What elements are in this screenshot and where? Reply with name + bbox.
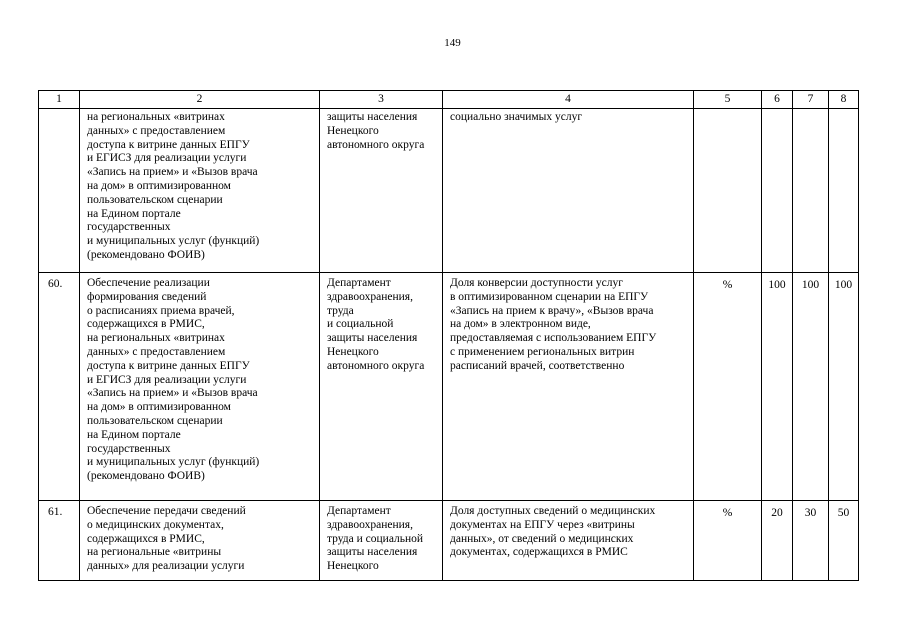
executor-text: Департамент здравоохранения, труда и социальной защиты населения Ненецкого: [327, 505, 424, 573]
unit-cell: [694, 109, 762, 273]
unit-text: %: [722, 279, 733, 291]
row-number: [39, 109, 79, 114]
value-text: 100: [801, 279, 820, 291]
value-text: [829, 109, 858, 111]
row-number-cell: [39, 501, 80, 581]
value-cell: [762, 501, 793, 581]
document-table: [38, 90, 859, 581]
table-row: [39, 501, 859, 581]
row-number-cell: [39, 273, 80, 501]
measure-cell: [80, 501, 320, 581]
indicator-text: социально значимых услуг: [450, 111, 583, 123]
page-number: 149: [444, 37, 461, 49]
value-text: 50: [837, 507, 850, 519]
measure-text: на региональных «витринах данных» с предоставлением доступа к витрине данных ЕПГУ и ЕГИСЗ для реализации услуги «Запись на прием» и «Вызов врача на дом» в оптимизированном пользовательском сценарии на Едином портале государственных и муниципальных услуг (функций) (рекомендовано ФОИВ): [87, 111, 260, 261]
row-number-cell: [39, 109, 80, 273]
unit-cell: [694, 501, 762, 581]
value-text: 100: [768, 279, 786, 291]
header-cell: 1: [39, 91, 80, 109]
value-cell: [762, 273, 793, 501]
unit-text: [694, 109, 761, 111]
measure-text: Обеспечение реализации формирования сведений о расписаниях приема врачей, содержащихся в РМИС, на региональных «витринах данных» с предоставлением доступа к витрине данных ЕПГУ и ЕГИСЗ для реализации услуги «Запись на прием» и «Вызов врача на дом» в оптимизированном пользовательском сценарии на Едином портале государственных и муниципальных услуг (функций) (рекомендовано ФОИВ): [87, 277, 260, 483]
measure-cell: [80, 273, 320, 501]
value-text: [762, 109, 792, 111]
header-cell: 7: [793, 91, 829, 109]
value-text: 20: [771, 507, 783, 519]
unit-cell: [694, 273, 762, 501]
value-cell: [793, 501, 829, 581]
value-text: 100: [834, 279, 853, 291]
executor-text: Департамент здравоохранения, труда и социальной защиты населения Ненецкого автономного округа: [327, 277, 425, 372]
header-cell: 3: [320, 91, 443, 109]
table-row: [39, 109, 859, 273]
indicator-text: Доля доступных сведений о медицинских документах на ЕПГУ через «витрины данных», от сведений о медицинских документах, содержащихся в РМИС: [450, 505, 656, 559]
row-number: 60.: [48, 278, 63, 290]
executor-cell: [320, 273, 443, 501]
header-cell: 4: [443, 91, 694, 109]
indicator-cell: [443, 501, 694, 581]
value-text: 30: [804, 507, 817, 519]
unit-text: %: [722, 507, 733, 519]
header-cell: 5: [694, 91, 762, 109]
executor-text: защиты населения Ненецкого автономного округа: [327, 111, 425, 151]
value-cell: [829, 109, 859, 273]
value-cell: [793, 273, 829, 501]
measure-text: Обеспечение передачи сведений о медицинских документах, содержащихся в РМИС, на региональные «витрины данных» для реализации услуги: [87, 505, 246, 573]
table-header-row: [39, 91, 859, 109]
executor-cell: [320, 109, 443, 273]
indicator-cell: [443, 273, 694, 501]
value-cell: [829, 273, 859, 501]
row-number: 61.: [48, 506, 63, 518]
indicator-text: Доля конверсии доступности услуг в оптимизированном сценарии на ЕПГУ «Запись на прием к врачу», «Вызов врача на дом» в электронном виде, предоставляемая с использованием ЕПГУ с применением региональных витрин расписаний врачей, соответственно: [450, 277, 657, 372]
value-cell: [762, 109, 793, 273]
header-cell: 8: [829, 91, 859, 109]
value-text: [793, 109, 828, 111]
measure-cell: [80, 109, 320, 273]
header-cell: 2: [80, 91, 320, 109]
value-cell: [793, 109, 829, 273]
executor-cell: [320, 501, 443, 581]
header-cell: 6: [762, 91, 793, 109]
table-row: [39, 273, 859, 501]
value-cell: [829, 501, 859, 581]
indicator-cell: [443, 109, 694, 273]
